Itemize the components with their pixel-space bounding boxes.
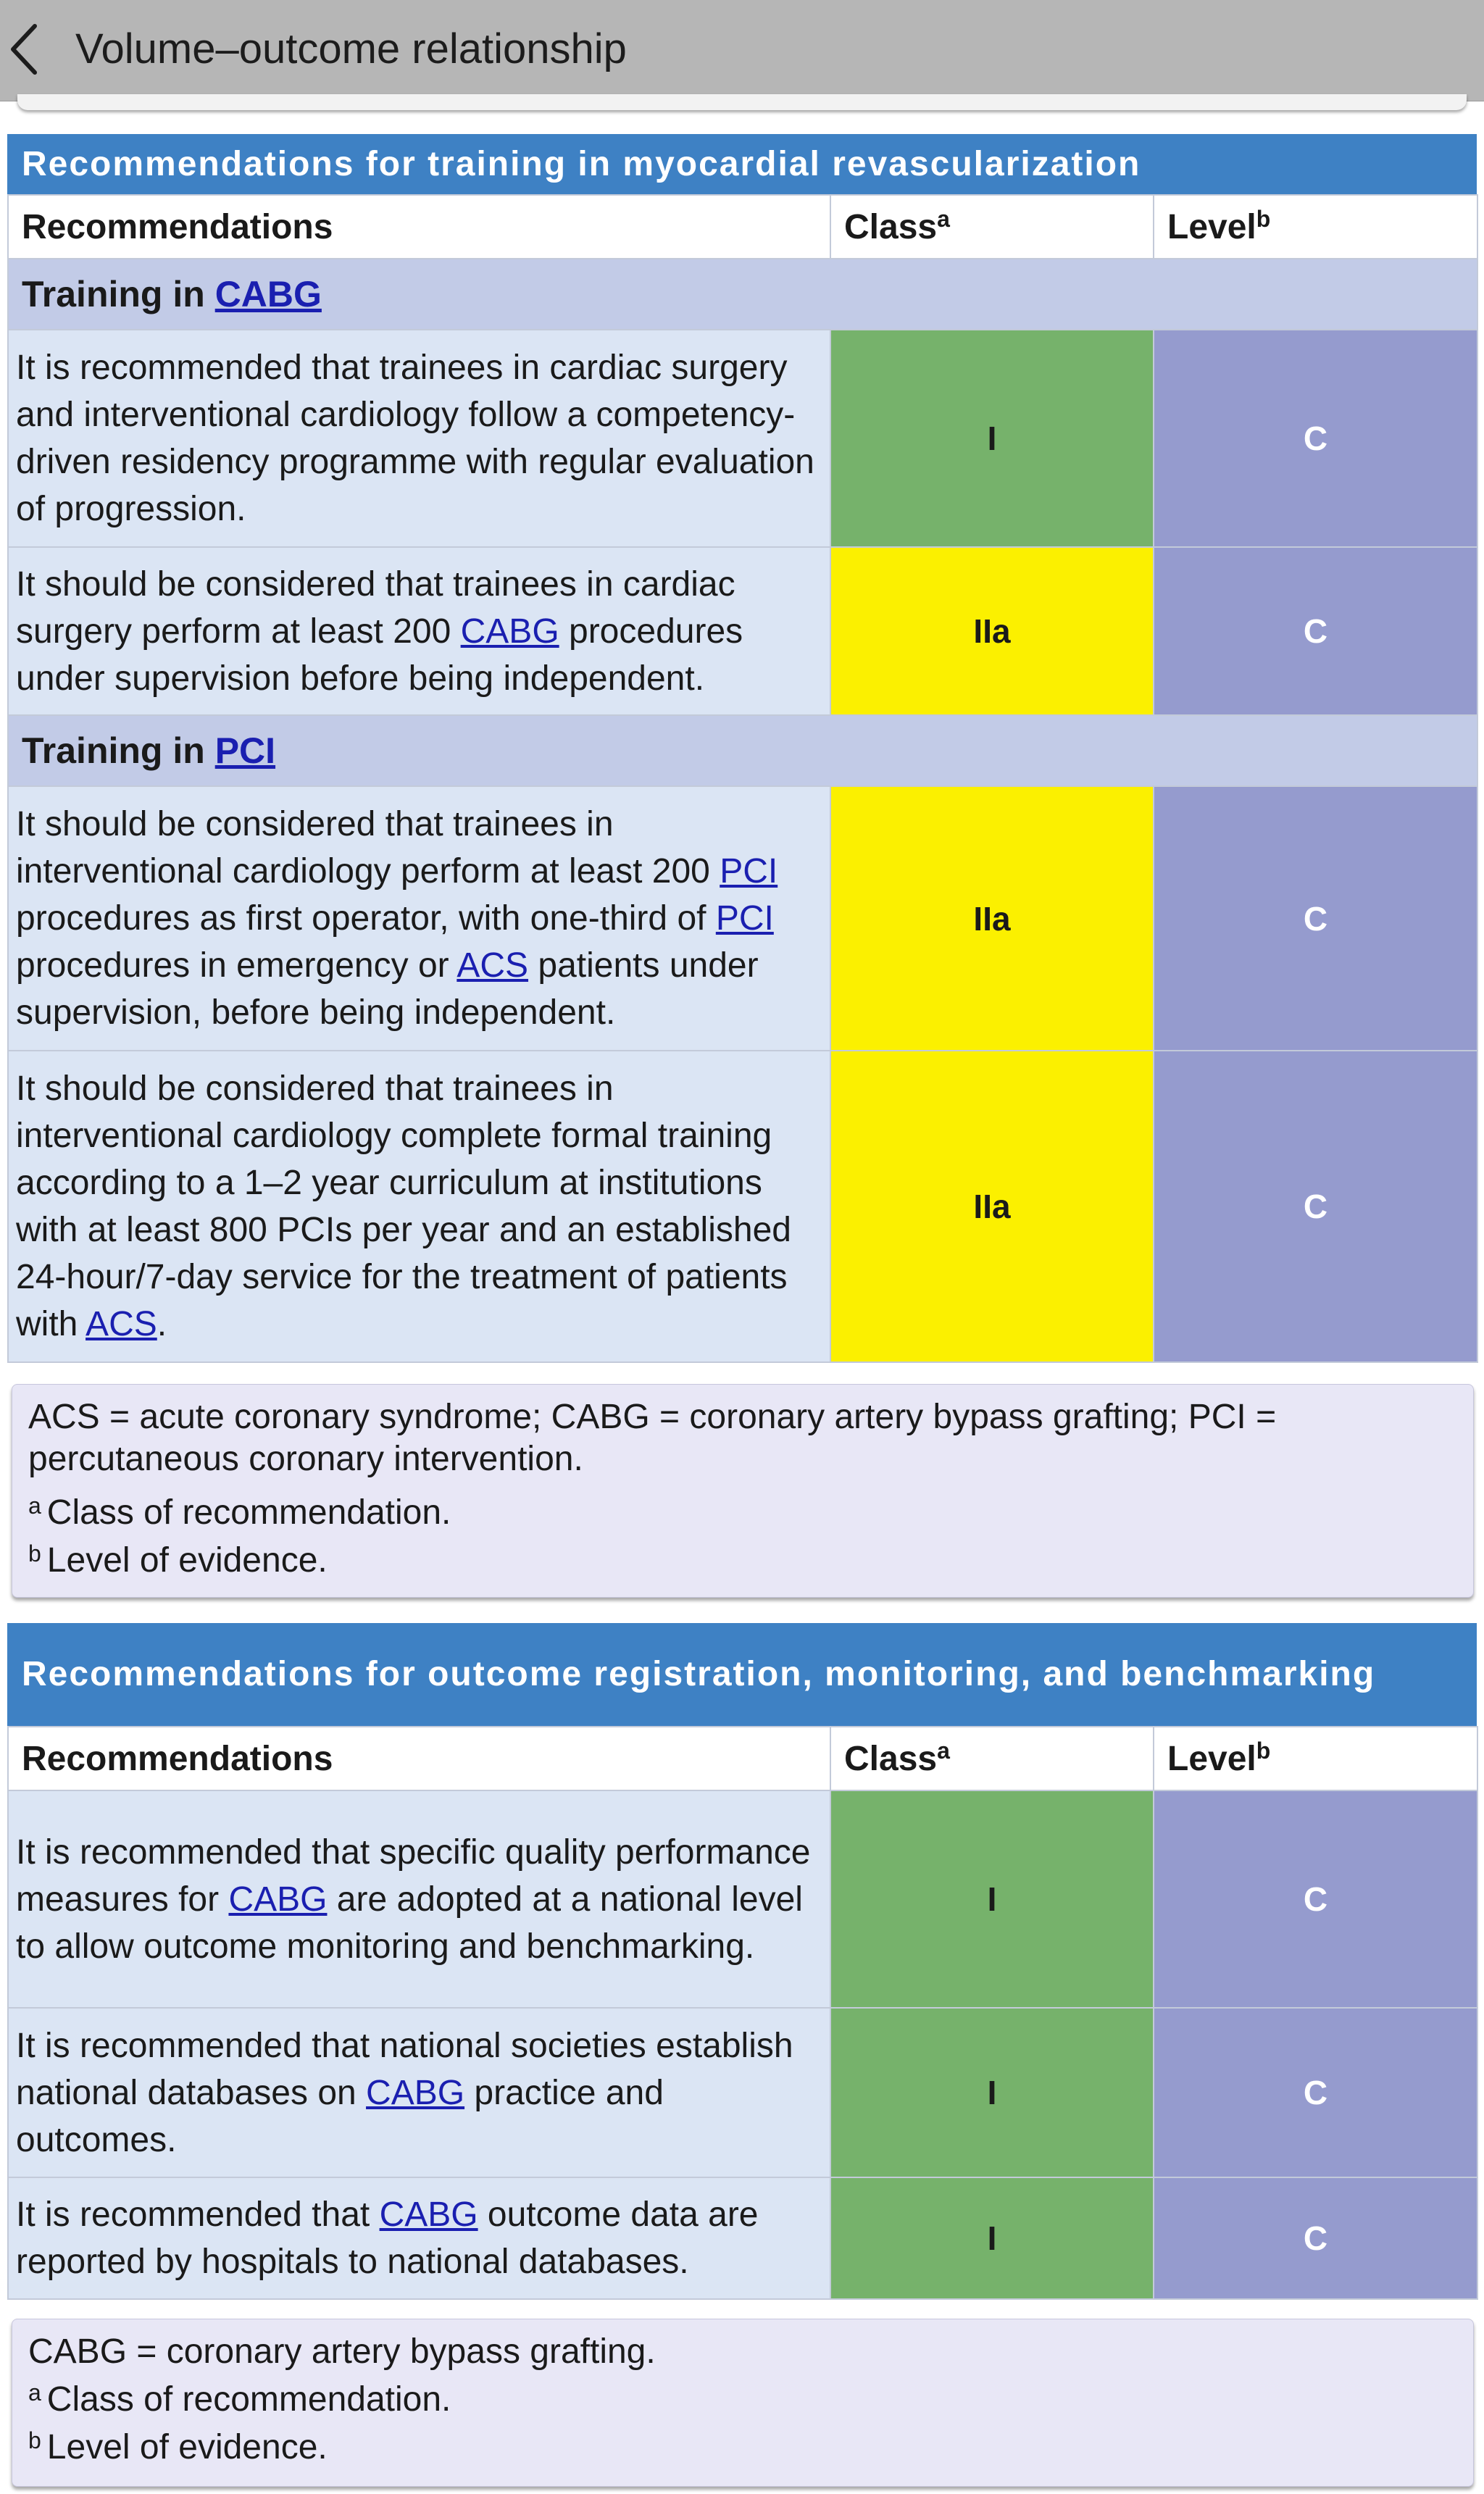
- class-cell: IIa: [830, 547, 1154, 715]
- footnote-box: [12, 2319, 1474, 2487]
- level-cell: C: [1154, 1051, 1477, 1362]
- level-cell: C: [1154, 1790, 1477, 2008]
- footnote-b: $^b$ Level of evidence.: [28, 2427, 328, 2466]
- class-cell: I: [830, 330, 1154, 547]
- column-header-recommendations: Recommendations: [8, 1727, 830, 1790]
- footnote-a: $^a$ Class of recommendation.: [28, 1493, 451, 1532]
- cabg-link[interactable]: CABG: [366, 2073, 465, 2112]
- class-cell: I: [830, 1790, 1154, 2008]
- chevron-left-icon: [4, 20, 48, 78]
- recommendation-text: It is recommended that trainees in cardiac surgery and interventional cardiology follow a competency-driven residency programme with regular evaluation of progression.: [8, 330, 830, 547]
- cabg-link[interactable]: CABG: [460, 612, 559, 651]
- recommendations-table: [7, 194, 1478, 1363]
- table-row: [8, 2177, 1477, 2299]
- subheader-training-pci: Training in PCI: [8, 715, 1477, 786]
- recommendation-text: It should be considered that trainees in interventional cardiology perform at least 200 PCI procedures as first operator, with one-third of PCI procedures in emergency or ACS patients under supervision, before being independent.: [8, 786, 830, 1051]
- cabg-link[interactable]: CABG: [379, 2195, 478, 2234]
- pci-link[interactable]: PCI: [720, 852, 778, 891]
- column-header-level: Level$^b$: [1154, 195, 1477, 259]
- level-cell: C: [1154, 2008, 1477, 2177]
- level-cell: C: [1154, 2177, 1477, 2299]
- recommendation-text: It is recommended that specific quality performance measures for CABG are adopted at a national level to allow outcome monitoring and benchmarking.: [8, 1790, 830, 2008]
- column-header-recommendations: Recommendations: [8, 195, 830, 259]
- footnote-box: [12, 1384, 1474, 1598]
- recommendation-text: It should be considered that trainees in cardiac surgery perform at least 200 CABG procedures under supervision before being independent.: [8, 547, 830, 715]
- cabg-link[interactable]: CABG: [228, 1880, 328, 1919]
- training-recommendations-section: [7, 134, 1477, 1363]
- column-header-class: Class$^a$: [830, 1727, 1154, 1790]
- section-title: Recommendations for outcome registration, monitoring, and benchmarking: [7, 1623, 1477, 1726]
- pci-link[interactable]: PCI: [214, 730, 276, 771]
- recommendation-text: It is recommended that national societies establish national databases on CABG practice and outcomes.: [8, 2008, 830, 2177]
- table-row: [8, 1051, 1477, 1362]
- subheader-training-cabg: Training in CABG: [8, 259, 1477, 330]
- table-row: [8, 1790, 1477, 2008]
- table-row: [8, 330, 1477, 547]
- recommendation-text: It is recommended that CABG outcome data are reported by hospitals to national databases.: [8, 2177, 830, 2299]
- column-header-class: Class$^a$: [830, 195, 1154, 259]
- table-row: [8, 547, 1477, 715]
- class-cell: IIa: [830, 786, 1154, 1051]
- footnote-b: $^b$ Level of evidence.: [28, 1540, 328, 1580]
- subheader-row: [8, 715, 1477, 786]
- outcome-registration-section: [7, 1623, 1477, 2300]
- table-row: [8, 2008, 1477, 2177]
- level-cell: C: [1154, 547, 1477, 715]
- column-header-level: Level$^b$: [1154, 1727, 1477, 1790]
- recommendation-text: It should be considered that trainees in interventional cardiology complete formal training according to a 1–2 year curriculum at institutions with at least 800 PCIs per year and an established 24-hour/7-day service for the treatment of patients with ACS.: [8, 1051, 830, 1362]
- table-header-row: [8, 1727, 1477, 1790]
- class-cell: IIa: [830, 1051, 1154, 1362]
- back-button[interactable]: [4, 20, 48, 78]
- abbreviations-note: ACS = acute coronary syndrome; CABG = coronary artery bypass grafting; PCI = percutaneous coronary intervention.: [28, 1398, 1277, 1478]
- navigation-bar: [0, 0, 1484, 101]
- level-cell: C: [1154, 786, 1477, 1051]
- cabg-link[interactable]: CABG: [214, 274, 322, 314]
- pci-link[interactable]: PCI: [715, 899, 774, 938]
- footnote-a: $^a$ Class of recommendation.: [28, 2380, 451, 2419]
- subheader-row: [8, 259, 1477, 330]
- acs-link[interactable]: ACS: [457, 946, 529, 985]
- class-cell: I: [830, 2177, 1154, 2299]
- table-header-row: [8, 195, 1477, 259]
- class-cell: I: [830, 2008, 1154, 2177]
- level-cell: C: [1154, 330, 1477, 547]
- table-row: [8, 786, 1477, 1051]
- acs-link[interactable]: ACS: [86, 1305, 157, 1343]
- section-title: Recommendations for training in myocardial revascularization: [7, 134, 1477, 194]
- header-shadow-edge: [17, 94, 1467, 110]
- page-title: Volume–outcome relationship: [75, 25, 627, 72]
- abbreviations-note: CABG = coronary artery bypass grafting.: [28, 2332, 656, 2371]
- recommendations-table: [7, 1726, 1478, 2300]
